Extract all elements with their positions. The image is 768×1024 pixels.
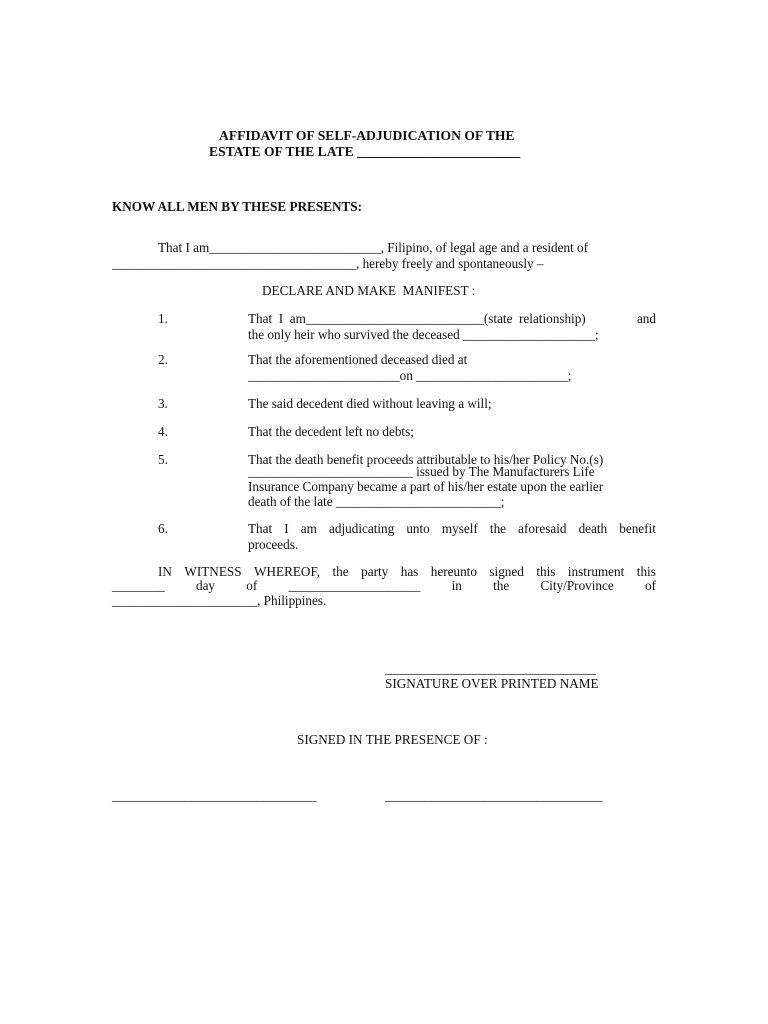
word: ____________________: [288, 578, 421, 593]
item-1-line1-main: That I am___________________________(state relationship): [248, 311, 586, 326]
item-number: 6.: [158, 521, 168, 536]
word: ________: [112, 578, 165, 593]
item-4-line1: That the decedent left no debts;: [248, 424, 414, 439]
item-3-line1: The said decedent died without leaving a will;: [248, 396, 492, 411]
word: instrument: [567, 564, 625, 579]
word: signed: [489, 564, 524, 579]
item-number: 4.: [158, 424, 168, 439]
word: benefit: [619, 521, 656, 536]
word: death: [578, 521, 608, 536]
witness-signature-right: _________________________________: [385, 788, 603, 803]
word: the: [493, 578, 510, 593]
word: WHEREOF,: [254, 564, 321, 579]
witness-line2: [112, 578, 656, 594]
word: am: [300, 521, 317, 536]
word: City/Province: [540, 578, 614, 593]
word: the: [332, 564, 349, 579]
item-2-line2: _______________________on _______________________;: [248, 368, 572, 383]
document-title-line2: ESTATE OF THE LATE ________________________: [209, 144, 521, 159]
signature-line: ________________________________: [385, 661, 596, 676]
item-6-line2: proceeds.: [248, 537, 299, 552]
item-5-line2: _________________________ issued by The Manufacturers Life: [248, 464, 595, 479]
item-1-line2: the only heir who survived the deceased ____________________;: [248, 327, 599, 342]
item-1-line1-end: and: [636, 311, 656, 326]
item-6-line1: [248, 521, 656, 537]
item-number: 1.: [158, 311, 168, 326]
item-6-text: [248, 521, 656, 553]
word: That: [248, 521, 273, 536]
word: the: [489, 521, 507, 536]
word: this: [636, 564, 656, 579]
word: of: [644, 578, 656, 593]
item-5-line1: That the death benefit proceeds attributable to his/her Policy No.(s): [248, 452, 604, 467]
word: I: [284, 521, 289, 536]
intro-line2: _____________________________________, hereby freely and spontaneously –: [112, 256, 544, 271]
word: party: [361, 564, 389, 579]
word: this: [536, 564, 556, 579]
item-1-line1: [248, 311, 656, 327]
word: unto: [406, 521, 430, 536]
item-2-line1: That the aforementioned deceased died at: [248, 352, 468, 367]
item-1-text: [248, 311, 656, 343]
know-all-men-heading: KNOW ALL MEN BY THESE PRESENTS:: [112, 199, 363, 214]
word: myself: [441, 521, 478, 536]
word: of: [246, 578, 258, 593]
signature-label: SIGNATURE OVER PRINTED NAME: [385, 676, 599, 691]
word: day: [195, 578, 216, 593]
item-number: 3.: [158, 396, 168, 411]
item-number: 2.: [158, 352, 168, 367]
intro-line1: That I am__________________________, Filipino, of legal age and a resident of: [158, 240, 588, 255]
item-number: 5.: [158, 452, 168, 467]
word: WITNESS: [184, 564, 242, 579]
word: has: [400, 564, 419, 579]
witness-line3: ______________________, Philippines.: [112, 593, 327, 608]
document-title-line1: AFFIDAVIT OF SELF-ADJUDICATION OF THE: [219, 128, 515, 143]
witness-signature-left: _______________________________: [112, 788, 317, 803]
word: aforesaid: [518, 521, 567, 536]
item-5-line4: death of the late _________________________;: [248, 494, 505, 509]
presence-label: SIGNED IN THE PRESENCE OF :: [297, 732, 488, 747]
declare-heading: DECLARE AND MAKE MANIFEST :: [262, 283, 476, 298]
word: IN: [158, 564, 172, 579]
item-5-line3: Insurance Company became a part of his/her estate upon the earlier: [248, 479, 604, 494]
word: adjudicating: [329, 521, 395, 536]
word: hereunto: [430, 564, 477, 579]
word: in: [451, 578, 462, 593]
